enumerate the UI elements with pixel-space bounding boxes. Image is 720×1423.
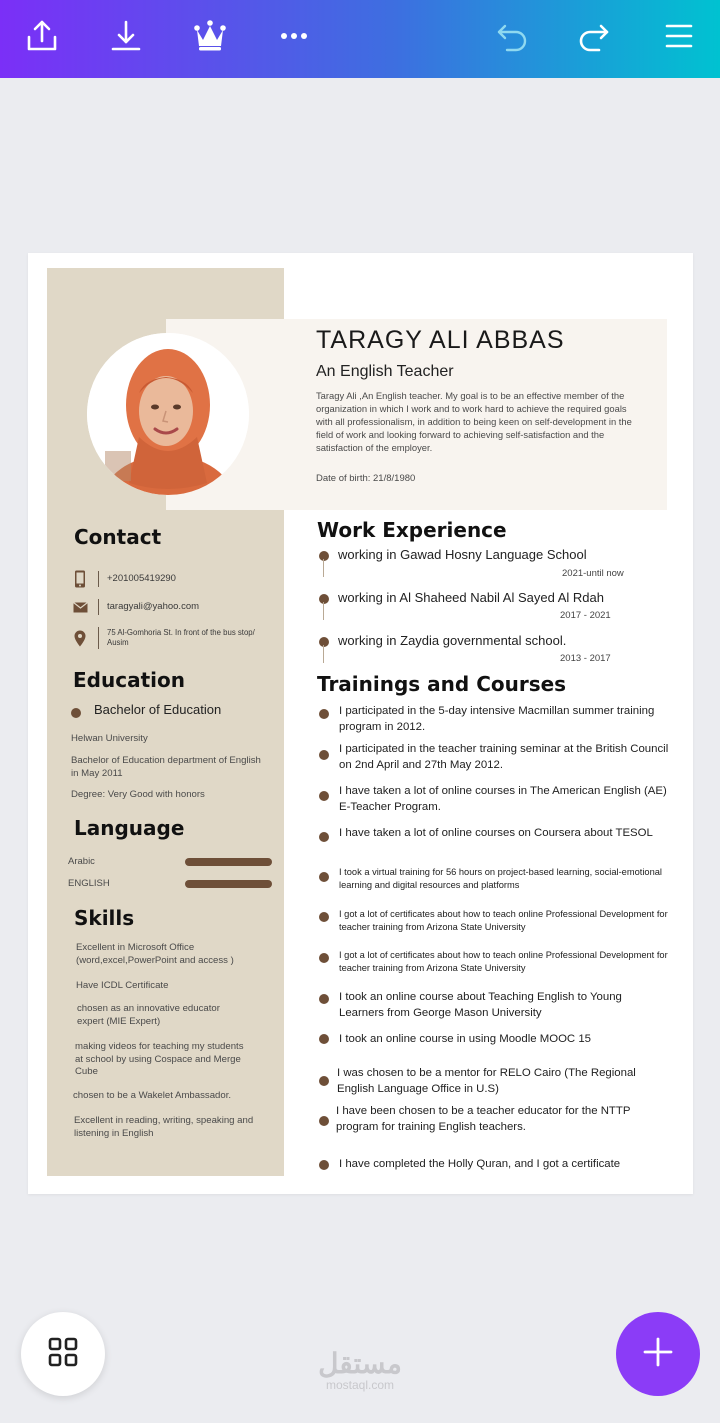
skill-item: Have ICDL Certificate xyxy=(76,980,169,991)
training-item: I have been chosen to be a teacher educator for the NTTP program for training English teachers. xyxy=(336,1105,631,1133)
education-title: Education xyxy=(73,668,185,692)
skill-item: chosen as an innovative educator expert (MIE Expert) xyxy=(77,1003,220,1027)
watermark-arabic: مستقل xyxy=(318,1348,402,1379)
language-name: ENGLISH xyxy=(68,878,110,889)
education-university: Helwan University xyxy=(71,733,148,744)
skills-title: Skills xyxy=(74,906,135,930)
plus-icon xyxy=(642,1336,674,1373)
education-degree: Bachelor of Education xyxy=(94,702,222,717)
training-item: I was chosen to be a mentor for RELO Cairo (The Regional English Language Office in U.S) xyxy=(337,1067,636,1095)
bullet-dot xyxy=(319,1076,329,1086)
bullet-dot xyxy=(71,708,81,718)
watermark-latin: mostaql.com xyxy=(325,1378,395,1392)
bullet-dot xyxy=(319,637,329,647)
education-department: Bachelor of Education department of English in May 2011 xyxy=(71,755,261,779)
timeline-line xyxy=(323,602,324,620)
download-icon[interactable] xyxy=(104,14,148,58)
bullet-dot xyxy=(319,1116,329,1126)
more-icon[interactable] xyxy=(272,14,316,58)
skill-item: Excellent in reading, writing, speaking and listening in English xyxy=(74,1115,254,1139)
crown-icon[interactable] xyxy=(188,14,232,58)
phone-number: +201005419290 xyxy=(107,573,176,584)
trainings-title: Trainings and Courses xyxy=(317,672,567,696)
contact-address xyxy=(72,627,267,649)
language-title: Language xyxy=(74,816,185,840)
training-item: I participated in the teacher training seminar at the British Council on 2nd April and 27th May 2012. xyxy=(339,743,669,771)
resume-summary: Taragy Ali ,An English teacher. My goal is to be an effective member of the organization in which I work and to work hard to achieve the required goals with all professionalism, in addition to being keen on self-development in the field of work and looking forward to achieving self-satisfaction and the satisfaction of the employer. xyxy=(316,390,632,453)
education-grade: Degree: Very Good with honors xyxy=(71,789,205,800)
bullet-dot xyxy=(319,791,329,801)
timeline-line xyxy=(323,645,324,663)
skill-item: making videos for teaching my students at school by using Cospace and Merge Cube xyxy=(75,1041,244,1077)
contact-phone xyxy=(72,570,176,588)
training-item: I took a virtual training for 56 hours on project-based learning, social-emotional learning and digital resources and platforms xyxy=(339,867,662,890)
grid-icon xyxy=(47,1336,79,1373)
bullet-dot xyxy=(319,832,329,842)
bullet-dot xyxy=(319,953,329,963)
undo-icon[interactable] xyxy=(490,14,534,58)
bullet-dot xyxy=(319,1034,329,1044)
language-name: Arabic xyxy=(68,856,95,867)
training-item: I have completed the Holly Quran, and I got a certificate xyxy=(339,1158,621,1170)
mail-icon xyxy=(72,602,88,613)
training-item: I have taken a lot of online courses in The American English (AE) E-Teacher Program. xyxy=(339,785,667,813)
address-text: 75 Al-Gomhoria St. In front of the bus stop/ Ausim xyxy=(107,628,255,647)
editor-toolbar xyxy=(0,0,720,78)
skill-item: Excellent in Microsoft Office (word,excel,PowerPoint and access ) xyxy=(76,942,234,966)
bullet-dot xyxy=(319,994,329,1004)
contact-title: Contact xyxy=(74,525,162,549)
work-item: working in Gawad Hosny Language School xyxy=(338,547,587,562)
training-item: I participated in the 5-day intensive Macmillan summer training program in 2012. xyxy=(339,705,655,733)
work-date: 2021-until now xyxy=(562,568,624,579)
redo-icon[interactable] xyxy=(572,14,616,58)
add-button[interactable] xyxy=(616,1312,700,1396)
bullet-dot xyxy=(319,709,329,719)
work-date: 2017 - 2021 xyxy=(560,610,611,621)
bullet-dot xyxy=(319,750,329,760)
work-item: working in Zaydia governmental school. xyxy=(338,633,567,648)
resume-page[interactable] xyxy=(28,253,693,1194)
resume-role: An English Teacher xyxy=(316,363,454,380)
bullet-dot xyxy=(319,594,329,604)
watermark xyxy=(310,1350,410,1392)
email-address: taragyali@yahoo.com xyxy=(107,601,200,612)
location-pin-icon xyxy=(72,630,88,647)
resume-name: TARAGY ALI ABBAS xyxy=(316,326,565,354)
work-item: working in Al Shaheed Nabil Al Sayed Al Rdah xyxy=(338,590,604,605)
language-level-bar xyxy=(185,880,272,888)
contact-email xyxy=(72,599,199,615)
work-experience-title: Work Experience xyxy=(317,518,507,542)
phone-icon xyxy=(72,570,88,588)
training-item: I took an online course about Teaching English to Young Learners from George Mason University xyxy=(339,991,622,1019)
language-level-bar xyxy=(185,858,272,866)
bullet-dot xyxy=(319,872,329,882)
share-icon[interactable] xyxy=(20,14,64,58)
bullet-dot xyxy=(319,551,329,561)
bullet-dot xyxy=(319,912,329,922)
skill-item: chosen to be a Wakelet Ambassador. xyxy=(73,1090,232,1101)
profile-photo[interactable] xyxy=(87,333,249,495)
training-item: I got a lot of certificates about how to teach online Professional Development for teacher training from Arizona State University xyxy=(339,950,668,973)
pages-grid-button[interactable] xyxy=(21,1312,105,1396)
bullet-dot xyxy=(319,1160,329,1170)
timeline-line xyxy=(323,559,324,577)
menu-icon[interactable] xyxy=(657,14,701,58)
work-date: 2013 - 2017 xyxy=(560,653,611,664)
training-item: I have taken a lot of online courses on Coursera about TESOL xyxy=(339,827,653,839)
training-item: I got a lot of certificates about how to teach online Professional Development for teacher training from Arizona State University xyxy=(339,909,668,932)
training-item: I took an online course in using Moodle MOOC 15 xyxy=(339,1033,591,1045)
date-of-birth: Date of birth: 21/8/1980 xyxy=(316,473,416,484)
